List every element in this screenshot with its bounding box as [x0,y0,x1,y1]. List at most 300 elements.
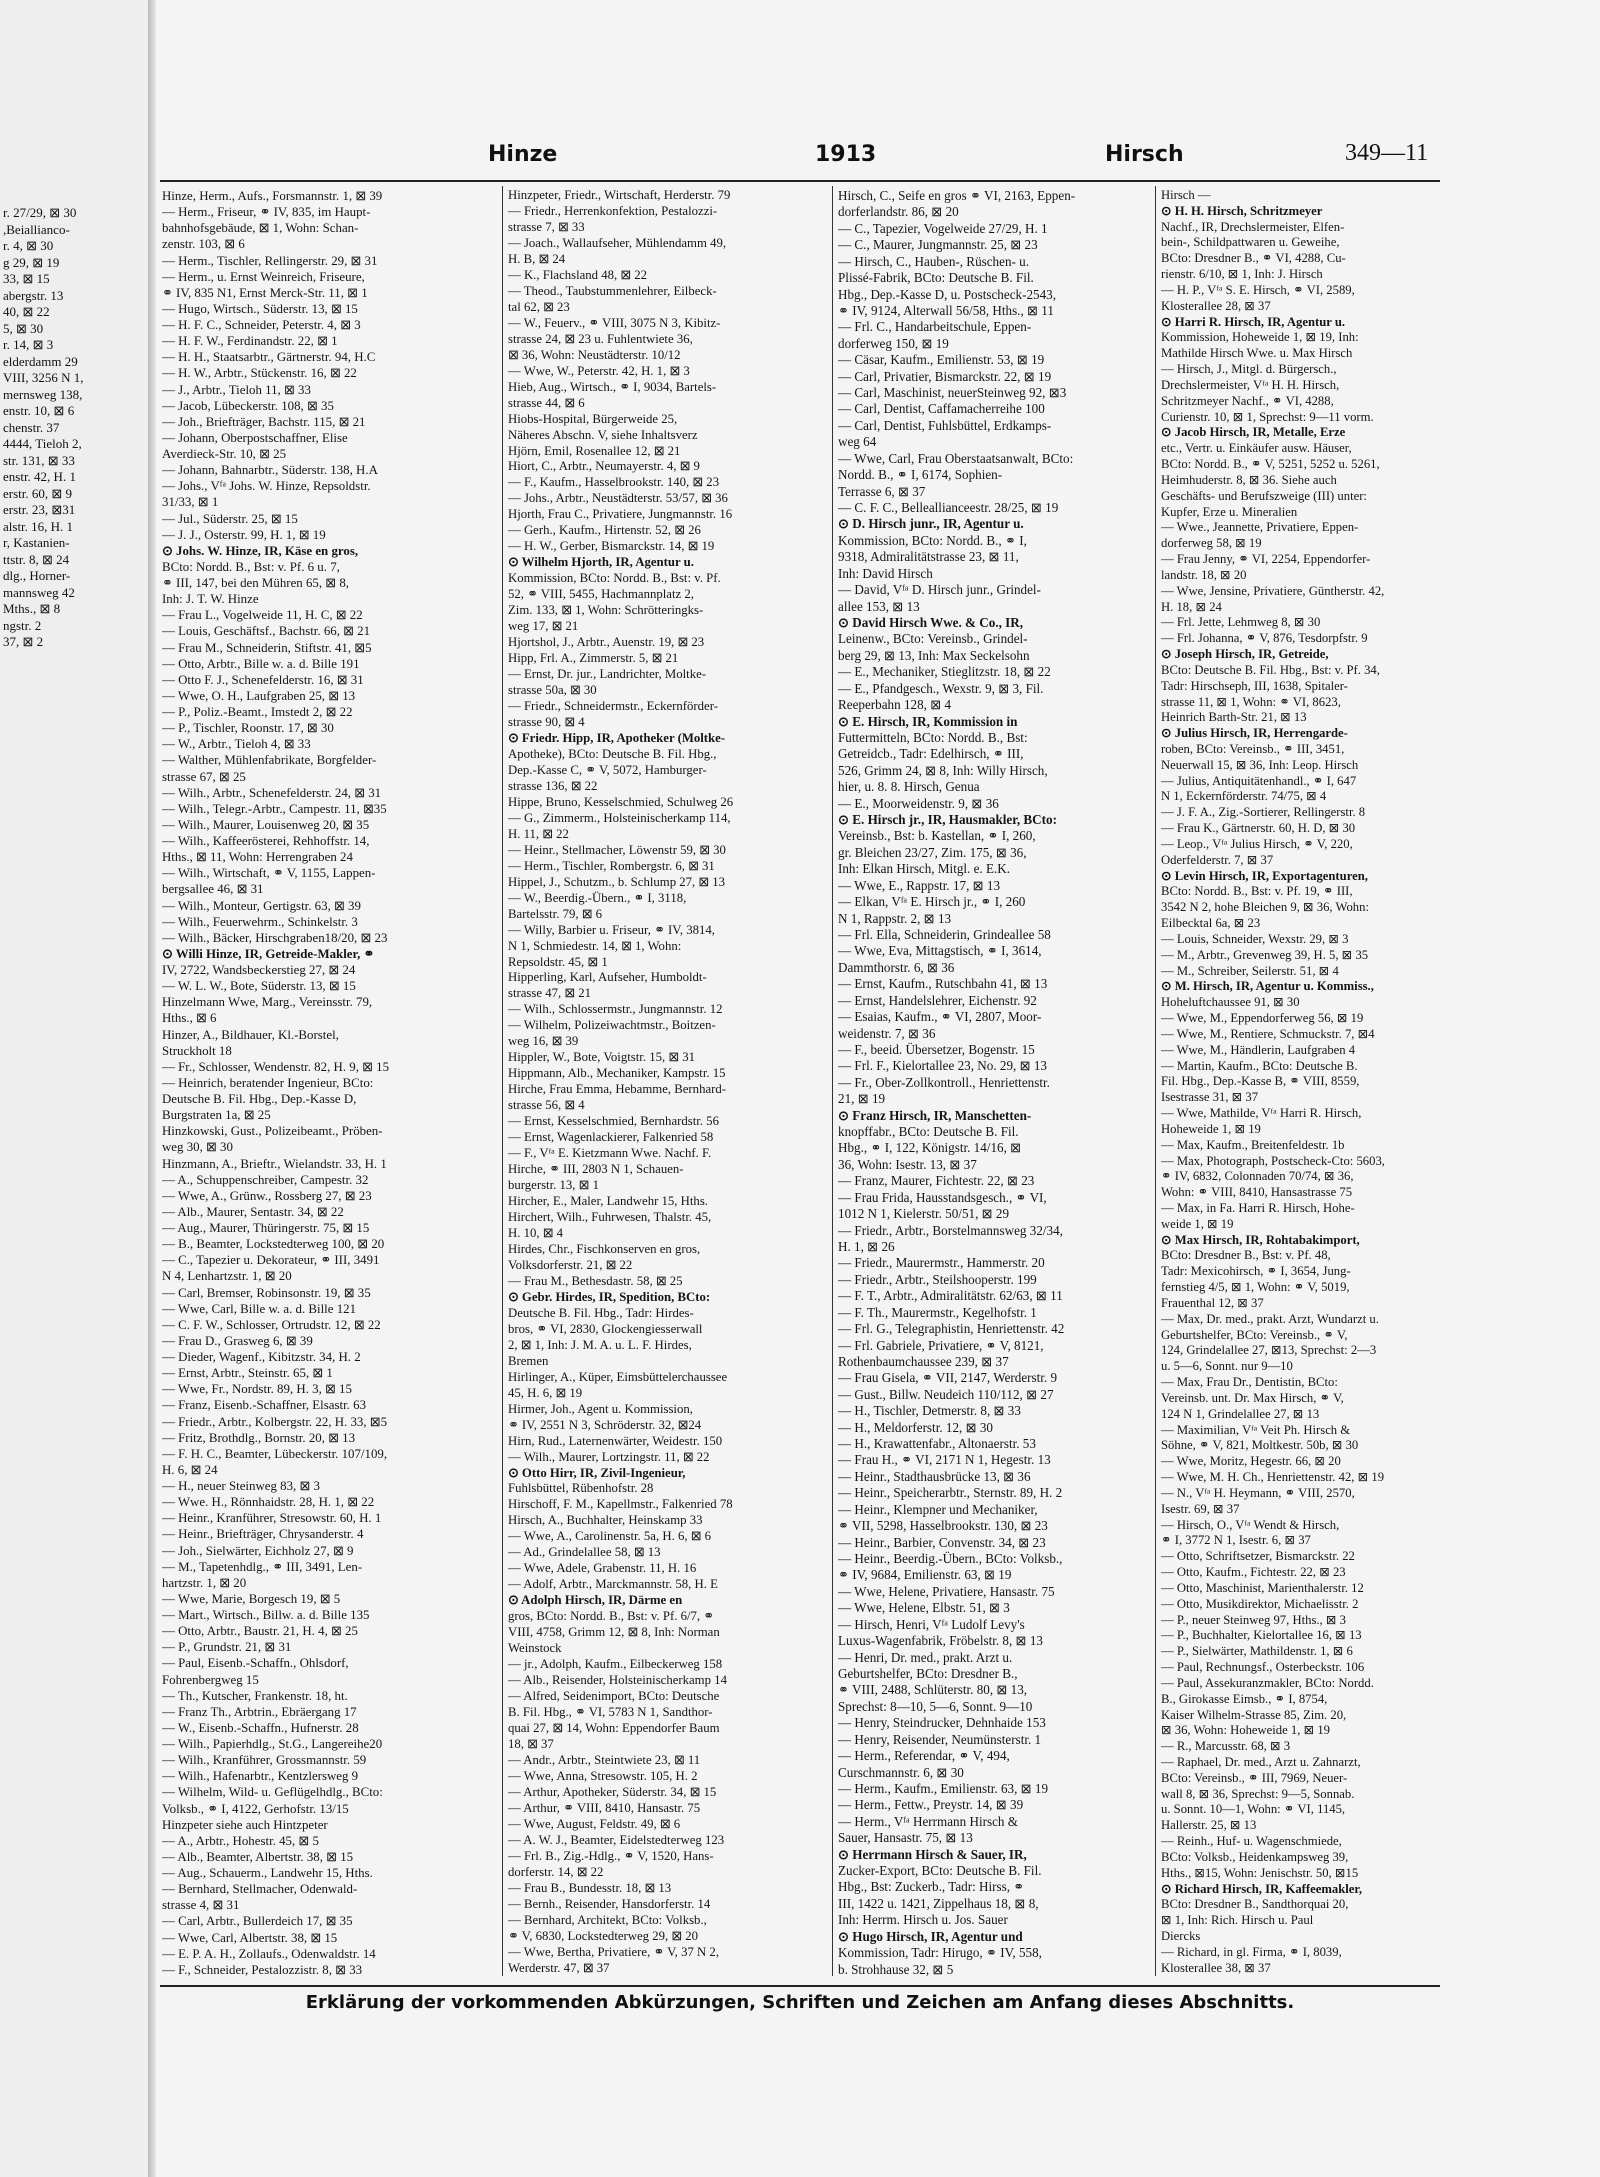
directory-entry-line: Hirn, Rud., Laternenwärter, Weidestr. 150 [508,1433,723,1448]
directory-entry-line: H. B, ⊠ 24 [508,251,566,266]
directory-entry-line: — Frau M., Schneiderin, Stiftstr. 41, ⊠5 [162,640,372,655]
directory-entry-line: ⚭ VIII, 2488, Schlüterstr. 80, ⊠ 13, [838,1682,1028,1698]
directory-entry-line: burgerstr. 13, ⊠ 1 [508,1178,599,1193]
directory-entry-line: Hinzkowski, Gust., Polizeibeamt., Pröben- [162,1124,383,1139]
directory-entry-line: b. Strohhause 32, ⊠ 5 [838,1961,954,1977]
directory-entry-line: ⊙ Adolph Hirsch, IR, Därme en [508,1593,683,1608]
directory-entry-line: Näheres Abschn. V, siehe Inhaltsverz [508,427,698,442]
directory-entry-line: — W. L. W., Bote, Süderstr. 13, ⊠ 15 [162,979,356,994]
directory-entry-line: Averdieck-Str. 10, ⊠ 25 [162,447,287,461]
directory-entry-line: BCto: Volksb., Heidenkampsweg 39, [1161,1849,1349,1864]
directory-entry-line: — Elkan, Vᶠᵃ E. Hirsch jr., ⚭ I, 260 [838,894,1026,910]
directory-entry-line: ⊙ Hugo Hirsch, IR, Agentur und [838,1928,1023,1944]
directory-entry-line: — Herm., u. Ernst Weinreich, Friseure, [162,269,365,284]
directory-entry-line: — Frau Gisela, ⚭ VII, 2147, Werderstr. 9 [838,1370,1058,1386]
directory-entry-line: — Max, Dr. med., prakt. Arzt, Wundarzt u. [1161,1311,1379,1326]
directory-entry-line: — Fritz, Brothdlg., Bornstr. 20, ⊠ 13 [162,1430,356,1445]
directory-entry-line: Eilbecktal 6a, ⊠ 23 [1161,916,1261,931]
directory-entry-line: Inh: Elkan Hirsch, Mitgl. e. E.K. [838,861,1011,877]
directory-entry-line: — Frau H., ⚭ VI, 2171 N 1, Hegestr. 13 [838,1452,1051,1468]
directory-entry-line: — Wwe, Adele, Grabenstr. 11, H. 16 [508,1561,697,1576]
directory-entry-line: Hinzelmann Wwe, Marg., Vereinsstr. 79, [162,995,373,1010]
directory-entry-line: — Wwe, Carl, Bille w. a. d. Bille 121 [162,1301,357,1316]
directory-entry-line: Bartelsstr. 79, ⊠ 6 [508,906,603,921]
directory-entry-line: — Otto, Arbtr., Bille w. a. d. Bille 191 [162,656,360,671]
directory-entry-line: — Walther, Mühlenfabrikate, Borgfelder- [162,753,377,768]
directory-entry-line: Hths., ⊠15, Wohn: Jenischstr. 50, ⊠15 [1161,1865,1359,1880]
directory-entry-line: hier, u. 8. 8. Hirsch, Genua [838,779,980,795]
directory-entry-line: — Carl, Privatier, Bismarckstr. 22, ⊠ 19 [838,368,1052,384]
directory-entry-line: Inh: J. T. W. Hinze [162,592,259,607]
directory-entry-line: BCto: Nordd. B., Bst: v. Pf. 6 u. 7, [162,559,340,574]
directory-entry-line: — Wwe. H., Rönnhaidstr. 28, H. 1, ⊠ 22 [162,1495,375,1510]
directory-entry-line: — Andr., Arbtr., Steintwiete 23, ⊠ 11 [508,1752,701,1767]
directory-entry-line: — Fr., Schlosser, Wendenstr. 82, H. 9, ⊠ 15 [162,1059,390,1074]
directory-entry-line: — jr., Adolph, Kaufm., Eilbeckerweg 158 [508,1657,723,1672]
directory-entry-line: — Joh., Sielwärter, Eichholz 27, ⊠ 9 [162,1543,354,1558]
previous-page-line: elderdamm 29 [3,353,78,369]
directory-entry-line: — Otto, Maschinist, Marienthalerstr. 12 [1161,1580,1364,1595]
directory-entry-line: Hjörn, Emil, Rosenallee 12, ⊠ 21 [508,443,681,458]
directory-entry-line: — Wwe, Moritz, Hegestr. 66, ⊠ 20 [1161,1454,1341,1469]
directory-entry-line: Hbg., Bst: Zuckerb., Tadr: Hirss, ⚭ [838,1879,1025,1895]
directory-entry-line: — Hirsch, Henri, Vᶠᵃ Ludolf Levy's [838,1616,1025,1632]
directory-entry-line: — Louis, Schneider, Wexstr. 29, ⊠ 3 [1161,931,1349,946]
directory-entry-line: 45, H. 6, ⊠ 19 [508,1385,583,1400]
directory-entry-line: zenstr. 103, ⊠ 6 [162,237,245,252]
directory-entry-line: — Hugo, Wirtsch., Süderstr. 13, ⊠ 15 [162,301,358,316]
directory-entry-line: strasse 44, ⊠ 6 [508,395,585,410]
header-left-word: Hinze [488,142,558,167]
directory-entry-line: Terrasse 6, ⊠ 37 [838,483,926,499]
directory-entry-line: Getreidcb., Tadr: Edelhirsch, ⚭ III, [838,746,1024,762]
directory-entry-line: Geburtshelfer, BCto: Dresdner B., [838,1665,1018,1681]
directory-entry-line: — Herm., Vᶠᵃ Herrmann Hirsch & [838,1813,1018,1829]
directory-entry-line: — Henri, Dr. med., prakt. Arzt u. [838,1649,1013,1665]
directory-entry-line: — Wwe, Helene, Elbstr. 51, ⊠ 3 [838,1600,1010,1616]
directory-entry-line: — Th., Kutscher, Frankenstr. 18, ht. [162,1688,348,1703]
directory-entry-line: ⊙ E. Hirsch, IR, Kommission in [838,713,1018,729]
directory-entry-line: Deutsche B. Fil. Hbg., Tadr: Hirdes- [508,1305,694,1320]
directory-entry-line: — Fr., Ober-Zollkontroll., Henriettenstr. [838,1074,1050,1090]
directory-entry-line: — Friedr., Arbtr., Borstelmannsweg 32/34, [838,1222,1063,1238]
directory-entry-line: Hipperling, Karl, Aufseher, Humboldt- [508,970,707,985]
directory-entry-line: — Ernst, Kaufm., Rutschbahn 41, ⊠ 13 [838,976,1048,992]
directory-entry-line: — P., Grundstr. 21, ⊠ 31 [162,1640,292,1655]
directory-entry-line: — Bernh., Reisender, Hansdorferstr. 14 [508,1896,711,1911]
directory-entry-line: — Wilh., Bäcker, Hirschgraben18/20, ⊠ 23 [162,930,388,945]
directory-entry-line: — Wilh., Arbtr., Schenefelderstr. 24, ⊠ 31 [162,785,382,800]
directory-entry-line: Inh: Herrm. Hirsch u. Jos. Sauer [838,1912,1008,1928]
directory-entry-line: — Heinr., Klempner und Mechaniker, [838,1501,1038,1517]
previous-page-line: erstr. 23, ⊠31 [3,502,76,517]
directory-entry-line: ⊙ Johs. W. Hinze, IR, Käse en gros, [162,543,359,558]
directory-entry-line: H. 6, ⊠ 24 [162,1462,218,1477]
directory-entry-line: Hieb, Aug., Wirtsch., ⚭ I, 9034, Bartels- [508,379,717,394]
directory-entry-line: — Wwe, M. H. Ch., Henriettenstr. 42, ⊠ 19 [1161,1470,1385,1485]
directory-entry-line: — F., Kaufm., Hasselbrookstr. 140, ⊠ 23 [508,475,720,490]
previous-page-line: mannsweg 42 [3,584,75,600]
directory-entry-line: Heimhuderstr. 8, ⊠ 36. Siehe auch [1161,472,1337,487]
directory-entry-line: — Wwe, Jensine, Privatiere, Güntherstr. 42, [1161,583,1385,598]
previous-page-line: r. 27/29, ⊠ 30 [3,205,77,220]
directory-entry-line: wall 8, ⊠ 36, Sprechst: 9—5, Sonnab. [1161,1786,1355,1801]
directory-entry-line: Hirschoff, F. M., Kapellmstr., Falkenried 78 [508,1497,733,1512]
directory-entry-line: — A. W. J., Beamter, Eidelstedterweg 123 [508,1832,725,1847]
directory-entry-line: ⊙ David Hirsch Wwe. & Co., IR, [838,614,1024,630]
directory-column-2 [508,188,828,1977]
previous-page-line: 5, ⊠ 30 [3,320,44,336]
directory-entry-line: ⊠ 36, Wohn: Neustädterstr. 10/12 [508,347,681,362]
directory-entry-line: ⊙ Otto Hirr, IR, Zivil-Ingenieur, [508,1465,686,1480]
directory-entry-line: — Franz, Eisenb.-Schaffner, Elsastr. 63 [162,1398,367,1413]
directory-entry-line: Drechslermeister, Vᶠᵃ H. H. Hirsch, [1161,377,1340,392]
directory-entry-line: — P., Tischler, Roonstr. 17, ⊠ 30 [162,721,334,736]
directory-entry-line: Geschäfts- und Berufszweige (III) unter: [1161,488,1367,503]
directory-entry-line: ⚭ IV, 835 N1, Ernst Merck-Str. 11, ⊠ 1 [162,285,368,300]
directory-entry-line: — Wwe., Jeannette, Privatiere, Eppen- [1161,520,1359,535]
directory-entry-line: Sprechst: 8—10, 5—6, Sonnt. 9—10 [838,1698,1033,1714]
directory-entry-line: dorferweg 58, ⊠ 19 [1161,536,1262,551]
directory-entry-line: Mathilde Hirsch Wwe. u. Max Hirsch [1161,346,1353,361]
directory-entry-line: strasse 67, ⊠ 25 [162,769,246,784]
directory-entry-line: — David, Vᶠᵃ D. Hirsch junr., Grindel- [838,582,1041,598]
directory-entry-line: BCto: Dresdner B., Sandthorquai 20, [1161,1897,1349,1912]
directory-entry-line: — P., neuer Steinweg 97, Hths., ⊠ 3 [1161,1612,1346,1627]
previous-page-line: dlg., Horner- [3,568,71,583]
directory-entry-line: — H. F. W., Ferdinandstr. 22, ⊠ 1 [162,334,338,349]
directory-entry-line: Rothenbaumchaussee 239, ⊠ 37 [838,1353,1009,1369]
directory-entry-line: u. Sonnt. 10—1, Wohn: ⚭ VI, 1145, [1161,1802,1346,1817]
previous-page-line: 33, ⊠ 15 [3,271,50,286]
directory-entry-line: Hirsch — [1161,188,1211,202]
directory-entry-line: Fohrenbergweg 15 [162,1672,259,1687]
directory-entry-line: — Paul, Rechnungsf., Osterbeckstr. 106 [1161,1660,1365,1675]
directory-entry-line: III, 1422 u. 1421, Zippelhaus 18, ⊠ 8, [838,1895,1039,1911]
directory-entry-line: — Wwe, Bertha, Privatiere, ⚭ V, 37 N 2, [508,1944,720,1959]
directory-entry-line: — Heinr., Briefträger, Chrysanderstr. 4 [162,1527,364,1542]
directory-entry-line: rienstr. 6/10, ⊠ 1, Inh: J. Hirsch [1161,267,1323,282]
directory-entry-line: VIII, 4758, Grimm 12, ⊠ 8, Inh: Norman [508,1625,720,1640]
directory-entry-line: strasse 24, ⊠ 23 u. Fuhlentwiete 36, [508,331,693,346]
directory-entry-line: — Frl. F., Kielortallee 23, No. 29, ⊠ 13 [838,1058,1047,1074]
directory-entry-line: — E., Moorweidenstr. 9, ⊠ 36 [838,795,999,811]
directory-entry-line: — Henry, Reisender, Neumünsterstr. 1 [838,1731,1042,1747]
directory-entry-line: — Joh., Briefträger, Bachstr. 115, ⊠ 21 [162,414,366,429]
directory-entry-line: — H. P., Vᶠᵃ S. E. Hirsch, ⚭ VI, 2589, [1161,282,1355,297]
directory-entry-line: — Gerh., Kaufm., Hirtenstr. 52, ⊠ 26 [508,523,701,538]
directory-entry-line: Hiort, C., Arbtr., Neumayerstr. 4, ⊠ 9 [508,459,700,474]
directory-entry-line: — Paul, Assekuranzmakler, BCto: Nordd. [1161,1675,1374,1690]
directory-entry-line: Hiobs-Hospital, Bürgerweide 25, [508,411,678,426]
directory-entry-line: — Aug., Maurer, Thüringerstr. 75, ⊠ 15 [162,1221,370,1235]
previous-page-line: 4444, Tieloh 2, [3,436,82,451]
previous-page-edge [0,0,150,2177]
directory-entry-line: — Wwe, Mathilde, Vᶠᵃ Harri R. Hirsch, [1161,1106,1362,1121]
directory-entry-line: — Hirsch, C., Hauben-, Rüschen- u. [838,253,1030,269]
directory-entry-line: — Friedr., Arbtr., Kolbergstr. 22, H. 33, ⊠5 [162,1414,388,1429]
directory-entry-line: 526, Grimm 24, ⊠ 8, Inh: Willy Hirsch, [838,762,1048,778]
directory-entry-line: hartzstr. 1, ⊠ 20 [162,1575,247,1590]
page-number: 349—11 [1345,140,1429,166]
directory-entry-line: gr. Bleichen 23/27, Zim. 175, ⊠ 36, [838,844,1027,860]
directory-entry-line: — Frau D., Grasweg 6, ⊠ 39 [162,1333,313,1348]
directory-entry-line: fernstieg 4/5, ⊠ 1, Wohn: ⚭ V, 5019, [1161,1280,1350,1295]
directory-entry-line: H. 10, ⊠ 4 [508,1225,564,1240]
directory-entry-line: — C., Maurer, Jungmannstr. 25, ⊠ 23 [838,237,1038,253]
directory-entry-line: — Wwe, M., Händlerin, Laufgraben 4 [1161,1042,1356,1057]
directory-entry-line: Geburtshelfer, BCto: Vereinsb., ⚭ V, [1161,1327,1348,1342]
directory-entry-line: — Wwe, M., Rentiere, Schmuckstr. 7, ⊠4 [1161,1026,1375,1041]
directory-entry-line: ⚭ IV, 2551 N 3, Schröderstr. 32, ⊠24 [508,1417,702,1432]
directory-entry-line: — Wwe, August, Feldstr. 49, ⊠ 6 [508,1816,681,1831]
directory-entry-line: Hirlinger, A., Küper, Eimsbüttelerchaussee [508,1369,728,1384]
directory-entry-line: — Wilhelm, Polizeiwachtmstr., Boitzen- [508,1018,716,1033]
header-year: 1913 [815,142,877,167]
directory-entry-line: BCto: Nordd. B., Bst: v. Pf. 19, ⚭ III, [1161,884,1353,899]
directory-entry-line: knopffabr., BCto: Deutsche B. Fil. [838,1124,1019,1140]
directory-column-1 [162,188,498,1978]
directory-entry-line: Klosterallee 28, ⊠ 37 [1161,298,1271,313]
directory-entry-line: strasse 47, ⊠ 21 [508,986,592,1001]
directory-entry-line: H. 1, ⊠ 26 [838,1239,895,1254]
directory-entry-line: — Friedr., Herrenkonfektion, Pestalozzi- [508,203,718,218]
directory-entry-line: Reeperbahn 128, ⊠ 4 [838,697,952,713]
directory-entry-line: ⊙ Levin Hirsch, IR, Exportagenturen, [1161,868,1368,883]
directory-entry-line: Hinzer, A., Bildhauer, Kl.-Borstel, [162,1027,339,1042]
directory-entry-line: strasse 4, ⊠ 31 [162,1898,240,1913]
directory-entry-line: — Frl. B., Zig.-Hdlg., ⚭ V, 1520, Hans- [508,1848,714,1863]
directory-entry-line: B. Fil. Hbg., ⚭ VI, 5783 N 1, Sandthor- [508,1705,713,1720]
previous-page-fragments [0,205,84,651]
directory-entry-line: — Max, in Fa. Harri R. Hirsch, Hohe- [1161,1201,1355,1215]
directory-entry-line: — Paul, Eisenb.-Schaffn., Ohlsdorf, [162,1656,349,1671]
directory-entry-line: — G., Zimmerm., Holsteinischerkamp 114, [508,810,731,825]
directory-entry-line: — Heinrich, beratender Ingenieur, BCto: [162,1075,374,1090]
directory-entry-line: — Wilh., Papierhdlg., St.G., Langereihe20 [162,1737,383,1751]
directory-column-3 [838,188,1152,1978]
directory-entry-line: Bremen [508,1353,549,1368]
directory-entry-line: 124, Grindelallee 27, ⊠13, Sprechst: 2—3 [1161,1343,1377,1358]
directory-entry-line: Kommission, Tadr: Hirugo, ⚭ IV, 558, [838,1945,1042,1961]
directory-entry-line: — Willy, Barbier u. Friseur, ⚭ IV, 3814, [508,922,715,937]
directory-entry-line: ⊙ Herrmann Hirsch & Sauer, IR, [838,1846,1027,1862]
directory-entry-line: Zucker-Export, BCto: Deutsche B. Fil. [838,1863,1042,1879]
directory-entry-line: ⊙ Max Hirsch, IR, Rohtabakimport, [1161,1232,1360,1247]
directory-entry-line: — Heinr., Barbier, Convenstr. 34, ⊠ 23 [838,1534,1046,1550]
directory-entry-line: 2, ⊠ 1, Inh: J. M. A. u. L. F. Hirdes, [508,1337,692,1352]
directory-entry-line: Volksdorferstr. 21, ⊠ 22 [508,1257,633,1272]
directory-entry-line: — Frl. G., Telegraphistin, Henriettenstr. 42 [838,1321,1065,1337]
directory-entry-line: — Theod., Taubstummenlehrer, Eilbeck- [508,283,717,298]
directory-entry-line: Werderstr. 47, ⊠ 37 [508,1960,610,1975]
directory-entry-line: — M., Tapetenhdlg., ⚭ III, 3491, Len- [162,1559,363,1574]
directory-entry-line: — C. F. C., Belleallianceestr. 28/25, ⊠ 19 [838,500,1059,516]
directory-entry-line: ⚭ I, 3772 N 1, Isestr. 6, ⊠ 37 [1161,1533,1311,1548]
directory-entry-line: Hinze, Herm., Aufs., Forsmannstr. 1, ⊠ 39 [162,189,383,203]
directory-entry-line: — J. F. A., Zig.-Sortierer, Rellingerstr. 8 [1161,805,1366,820]
directory-entry-line: N 4, Lenhartzstr. 1, ⊠ 20 [162,1269,292,1284]
previous-page-line: ttstr. 8, ⊠ 24 [3,551,70,567]
directory-entry-line: Klosterallee 38, ⊠ 37 [1161,1960,1271,1975]
directory-entry-line: — Ernst, Handelslehrer, Eichenstr. 92 [838,992,1037,1008]
directory-entry-line: ⚭ III, 147, bei den Mühren 65, ⊠ 8, [162,576,349,590]
directory-entry-line: — Wwe, E., Rappstr. 17, ⊠ 13 [838,877,1001,893]
directory-entry-line: — Alfred, Seidenimport, BCto: Deutsche [508,1689,720,1704]
previous-page-line: Mths., ⊠ 8 [3,601,61,616]
directory-entry-line: — Martin, Kaufm., BCto: Deutsche B. [1161,1058,1358,1073]
directory-entry-line: — M., Schreiber, Seilerstr. 51, ⊠ 4 [1161,963,1339,978]
directory-entry-line: ⊙ Wilhelm Hjorth, IR, Agentur u. [508,555,694,570]
directory-entry-line: — Aug., Schauerm., Landwehr 15, Hths. [162,1866,373,1880]
previous-page-line: VIII, 3256 N 1, [3,370,84,385]
directory-entry-line: — Frau B., Bundesstr. 18, ⊠ 13 [508,1880,672,1895]
directory-entry-line: quai 27, ⊠ 14, Wohn: Eppendorfer Baum [508,1721,720,1735]
directory-entry-line: — P., Poliz.-Beamt., Imstedt 2, ⊠ 22 [162,705,353,719]
directory-entry-line: weg 64 [838,434,877,450]
previous-page-line: enstr. 42, H. 1 [3,469,76,484]
directory-entry-line: B., Girokasse Eimsb., ⚭ I, 8754, [1161,1691,1328,1706]
directory-entry-line: Hoheluftchaussee 91, ⊠ 30 [1161,995,1300,1010]
directory-entry-line: — Wilh., Kaffeerösterei, Rehhoffstr. 14, [162,834,370,848]
directory-entry-line: Inh: David Hirsch [838,565,933,581]
directory-entry-line: — H. W., Arbtr., Stückenstr. 16, ⊠ 22 [162,366,357,381]
directory-entry-line: Apotheke), BCto: Deutsche B. Fil. Hbg., [508,746,717,761]
directory-entry-line: Dammthorstr. 6, ⊠ 36 [838,959,955,975]
directory-entry-line: — Wwe, Fr., Nordstr. 89, H. 3, ⊠ 15 [162,1382,352,1397]
directory-entry-line: — K., Flachsland 48, ⊠ 22 [508,267,648,282]
header-right-word: Hirsch [1105,142,1184,167]
directory-entry-line: — Richard, in gl. Firma, ⚭ I, 8039, [1161,1944,1342,1959]
directory-entry-line: dorferstr. 14, ⊠ 22 [508,1864,604,1879]
directory-entry-line: Hinzpeter, Friedr., Wirtschaft, Herderstr. 79 [508,188,731,202]
directory-entry-line: — Adolf, Arbtr., Marckmannstr. 58, H. E [508,1577,718,1592]
directory-entry-line: — Wwe, Eva, Mittagstisch, ⚭ I, 3614, [838,943,1042,959]
directory-entry-line: Sauer, Hansastr. 75, ⊠ 13 [838,1830,973,1846]
directory-entry-line: — F., beeid. Übersetzer, Bogenstr. 15 [838,1041,1035,1057]
directory-entry-line: allee 153, ⊠ 13 [838,598,920,614]
directory-entry-line: — Arthur, ⚭ VIII, 8410, Hansastr. 75 [508,1800,701,1815]
directory-entry-line: — Max, Kaufm., Breitenfeldestr. 1b [1161,1137,1345,1152]
directory-entry-line: — Otto F. J., Schenefelderstr. 16, ⊠ 31 [162,672,364,687]
column-rule [502,186,503,1976]
directory-entry-line: ⊙ Joseph Hirsch, IR, Getreide, [1161,647,1329,662]
directory-entry-line: 9318, Admiralitätstrasse 23, ⊠ 11, [838,549,1019,565]
directory-entry-line: — Heinr., Beerdig.-Übern., BCto: Volksb., [838,1551,1063,1567]
directory-entry-line: — Wwe, Carl, Frau Oberstaatsanwalt, BCto: [838,450,1074,466]
directory-entry-line: — Hirsch, O., Vᶠᵃ Wendt & Hirsch, [1161,1517,1340,1532]
directory-entry-line: — F. T., Arbtr., Admiralitätstr. 62/63, ⊠ 11 [838,1288,1063,1304]
previous-page-line: alstr. 16, H. 1 [3,518,74,534]
directory-entry-line: — Jul., Süderstr. 25, ⊠ 15 [162,511,298,526]
directory-entry-line: Hipp, Frl. A., Zimmerstr. 5, ⊠ 21 [508,651,679,666]
directory-entry-line: — Carl, Arbtr., Bullerdeich 17, ⊠ 35 [162,1914,353,1929]
directory-entry-line: — H. H., Staatsarbtr., Gärtnerstr. 94, H.C [162,350,376,365]
directory-entry-line: N 1, Eckernförderstr. 74/75, ⊠ 4 [1161,789,1327,804]
directory-entry-line: Hoheweide 1, ⊠ 19 [1161,1121,1261,1136]
directory-entry-line: bros, ⚭ VI, 2830, Glockengiesserwall [508,1321,703,1336]
directory-entry-line: — Frau Jenny, ⚭ VI, 2254, Eppendorfer- [1161,552,1371,567]
directory-entry-line: — H. W., Gerber, Bismarckstr. 14, ⊠ 19 [508,539,715,554]
directory-entry-line: Hths., ⊠ 6 [162,1011,217,1026]
directory-entry-line: — Herm., Tischler, Rellingerstr. 29, ⊠ 31 [162,253,378,268]
directory-entry-line: Neuerwall 15, ⊠ 36, Inh: Leop. Hirsch [1161,757,1359,772]
directory-entry-line: Diercks [1161,1929,1201,1944]
directory-entry-line: ⚭ VII, 5298, Hasselbrookstr. 130, ⊠ 23 [838,1518,1048,1534]
directory-entry-line: — M., Arbtr., Grevenweg 39, H. 5, ⊠ 35 [1161,947,1369,962]
directory-entry-line: — Wwe, O. H., Laufgraben 25, ⊠ 13 [162,688,356,703]
directory-entry-line: — Louis, Geschäftsf., Bachstr. 66, ⊠ 21 [162,624,371,639]
directory-entry-line: weide 1, ⊠ 19 [1161,1216,1234,1231]
directory-entry-line: Kommission, BCto: Nordd. B., Bst: v. Pf. [508,571,721,586]
directory-entry-line: — C., Tapezier u. Dekorateur, ⚭ III, 3491 [162,1253,380,1268]
directory-entry-line: strasse 11, ⊠ 1, Wohn: ⚭ VI, 8623, [1161,694,1341,709]
footer-rule [160,1985,1440,1987]
directory-entry-line: — Otto, Schriftsetzer, Bismarckstr. 22 [1161,1549,1355,1564]
directory-entry-line: — Wwe, Marie, Borgesch 19, ⊠ 5 [162,1591,341,1606]
directory-entry-line: Hths., ⊠ 11, Wohn: Herrengraben 24 [162,850,353,865]
directory-entry-line: berg 29, ⊠ 13, Inh: Max Seckelsohn [838,647,1030,663]
directory-entry-line: 3542 N 2, hohe Bleichen 9, ⊠ 36, Wohn: [1161,900,1369,915]
directory-entry-line: ⊙ Gebr. Hirdes, IR, Spedition, BCto: [508,1289,711,1304]
directory-entry-line: ⊙ Willi Hinze, IR, Getreide-Makler, ⚭ [162,946,375,961]
header-rule [160,180,1440,182]
directory-entry-line: — Wilh., Maurer, Lortzingstr. 11, ⊠ 22 [508,1449,710,1464]
directory-entry-line: — E. P. A. H., Zollaufs., Odenwaldstr. 14 [162,1946,376,1961]
previous-page-line: erstr. 60, ⊠ 9 [3,485,73,501]
directory-entry-line: ⊙ Friedr. Hipp, IR, Apotheker (Moltke- [508,730,726,745]
footer-note: Erklärung der vorkommenden Abkürzungen, Schriften und Zeichen am Anfang dieses Abschnitts. [305,1992,1295,2013]
previous-page-line: str. 131, ⊠ 33 [3,452,75,468]
directory-entry-line: — Carl, Maschinist, neuerSteinweg 92, ⊠3 [838,385,1067,401]
directory-entry-line: BCto: Nordd. B., ⚭ V, 5251, 5252 u. 5261, [1161,457,1380,472]
directory-entry-line: weg 30, ⊠ 30 [162,1140,233,1155]
directory-entry-line: — Frl. Ella, Schneiderin, Grindeallee 58 [838,926,1051,942]
directory-entry-line: Hirsch, A., Buchhalter, Heinskamp 33 [508,1513,703,1528]
directory-entry-line: ⊠ 36, Wohn: Hoheweide 1, ⊠ 19 [1161,1723,1330,1738]
directory-entry-line: — Gust., Billw. Neudeich 110/112, ⊠ 27 [838,1386,1054,1402]
directory-entry-line: Söhne, ⚭ V, 821, Moltkestr. 50b, ⊠ 30 [1161,1438,1359,1453]
directory-entry-line: — Jacob, Lübeckerstr. 108, ⊠ 35 [162,398,334,413]
directory-entry-line: — H., Meldorferstr. 12, ⊠ 30 [838,1419,993,1435]
directory-entry-line: Kommission, Hoheweide 1, ⊠ 19, Inh: [1161,330,1359,345]
directory-entry-line: — J. J., Osterstr. 99, H. 1, ⊠ 19 [162,527,326,542]
directory-entry-line: Dep.-Kasse C, ⚭ V, 5072, Hamburger- [508,762,707,777]
directory-entry-line: — F. H. C., Beamter, Lübeckerstr. 107/109, [162,1446,388,1461]
directory-entry-line: BCto: Deutsche B. Fil. Hbg., Bst: v. Pf. 34, [1161,662,1380,677]
directory-entry-line: — Alb., Beamter, Albertstr. 38, ⊠ 15 [162,1849,354,1864]
directory-entry-line: Tadr: Hirschseph, III, 1638, Spitaler- [1161,678,1348,693]
directory-entry-line: — F., Vᶠᵃ E. Kietzmann Wwe. Nachf. F. [508,1146,712,1161]
directory-entry-line: Kaiser Wilhelm-Strasse 85, Zim. 20, [1161,1707,1347,1722]
directory-entry-line: — P., Buchhalter, Kielortallee 16, ⊠ 13 [1161,1628,1362,1643]
directory-entry-line: N 1, Schmiedestr. 14, ⊠ 1, Wohn: [508,938,682,953]
directory-entry-line: — H., Krawattenfabr., Altonaerstr. 53 [838,1436,1036,1452]
directory-entry-line: — C., Tapezier, Vogelweide 27/29, H. 1 [838,220,1048,236]
directory-entry-line: Hallerstr. 25, ⊠ 13 [1161,1818,1257,1833]
directory-entry-line: — Julius, Antiquitätenhandl., ⚭ I, 647 [1161,773,1357,788]
column-rule [832,186,833,1976]
directory-entry-line: — Alb., Maurer, Sentastr. 34, ⊠ 22 [162,1204,344,1219]
directory-entry-line: Hinzmann, A., Brieftr., Wielandstr. 33, H. 1 [162,1156,387,1171]
directory-entry-line: 36, Wohn: Isestr. 13, ⊠ 37 [838,1156,977,1172]
previous-page-line: g 29, ⊠ 19 [3,254,60,270]
directory-entry-line: BCto: Dresdner B., ⚭ VI, 4288, Cu- [1161,251,1346,266]
directory-entry-line: Tadr: Mexicohirsch, ⚭ I, 3654, Jung- [1161,1264,1351,1279]
directory-entry-line: — Wilh., Telegr.-Arbtr., Campestr. 11, ⊠35 [162,801,387,816]
directory-entry-line: BCto: Dresdner B., Bst: v. Pf. 48, [1161,1248,1331,1263]
directory-entry-line: — Leop., Vᶠᵃ Julius Hirsch, ⚭ V, 220, [1161,836,1353,851]
